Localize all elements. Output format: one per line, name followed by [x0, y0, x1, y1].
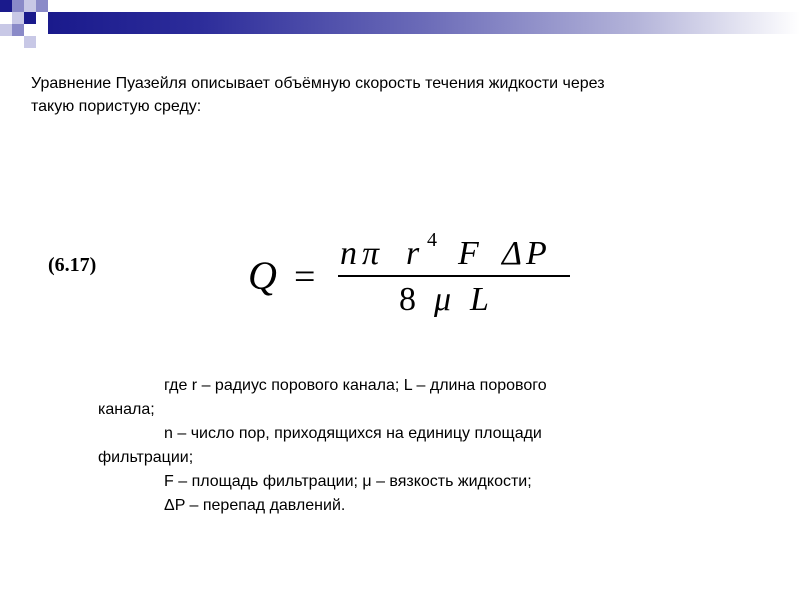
header-square [24, 36, 36, 48]
definition-line: где r – радиус порового канала; L – длина порового [164, 377, 547, 394]
definition-line: F – площадь фильтрации; μ – вязкость жидкости; [164, 473, 532, 490]
header-square [12, 24, 24, 36]
intro-line: такую пористую среду: [31, 98, 202, 115]
header-square [12, 0, 24, 12]
definition-line: канала; [98, 401, 155, 418]
formula-mu: μ [434, 281, 452, 318]
header-decoration [0, 0, 800, 46]
definition-line: n – число пор, приходящихся на единицу площади [164, 425, 542, 442]
formula-P: P [526, 235, 547, 272]
header-square [0, 24, 12, 36]
formula-delta: Δ [502, 235, 522, 272]
header-square [0, 0, 12, 12]
formula-pi: π [362, 235, 380, 272]
header-square [24, 12, 36, 24]
definition-line: ΔP – перепад давлений. [164, 497, 346, 514]
poiseuille-formula [244, 226, 580, 320]
formula-equals: = [294, 256, 316, 298]
formula-exponent: 4 [427, 229, 437, 251]
intro-text [31, 72, 771, 118]
header-square [12, 12, 24, 24]
header-square [36, 0, 48, 12]
formula-F: F [458, 235, 479, 272]
formula-eight: 8 [399, 281, 416, 318]
formula-lhs: Q [248, 253, 277, 298]
formula-n: n [340, 235, 357, 272]
formula-r: r [406, 235, 420, 272]
definitions [98, 374, 718, 518]
header-square [24, 0, 36, 12]
intro-line: Уравнение Пуазейля описывает объёмную скорость течения жидкости через [31, 75, 605, 92]
equation-number: (6.17) [48, 254, 97, 276]
formula-L: L [470, 281, 489, 318]
header-gradient-band [48, 12, 800, 34]
definition-line: фильтрации; [98, 449, 194, 466]
